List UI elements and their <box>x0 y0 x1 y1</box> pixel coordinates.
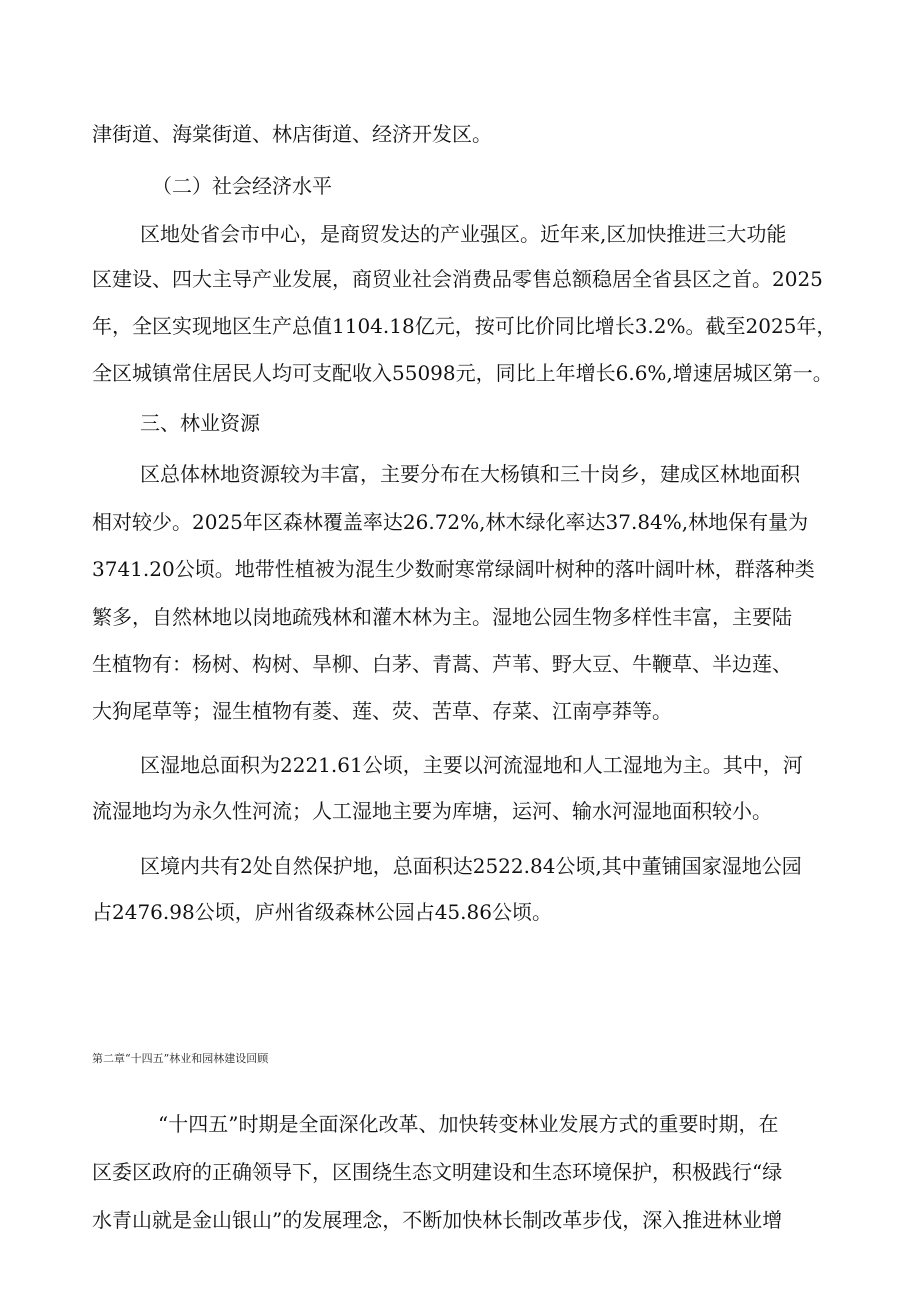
paragraph-line: 年，全区实现地区生产总值1104.18亿元，按可比价同比增长3.2%。截至2025年， <box>92 314 837 338</box>
paragraph-line: 相对较少。2025年区森林覆盖率达26.72%,林木绿化率达37.84%,林地保有量为 <box>92 510 809 534</box>
paragraph-line: 水青山就是金山银山”的发展理念，不断加快林长制改革步伐，深入推进林业增 <box>92 1208 783 1232</box>
paragraph-line: “十四五”时期是全面深化改革、加快转变林业发展方式的重要时期，在 <box>158 1112 779 1136</box>
paragraph-line: 区委区政府的正确领导下，区围绕生态文明建设和生态环境保护，积极践行“绿 <box>92 1160 783 1184</box>
paragraph-line: 区建设、四大主导产业发展，商贸业社会消费品零售总额稳居全省县区之首。2025 <box>92 267 823 291</box>
chapter-title: 第二章“十四五”林业和园林建设回顾 <box>92 1052 269 1065</box>
paragraph-line: 区地处省会市中心，是商贸发达的产业强区。近年来,区加快推进三大功能 <box>140 222 787 246</box>
paragraph-line: 区湿地总面积为2221.61公顷，主要以河流湿地和人工湿地为主。其中，河 <box>140 753 803 777</box>
paragraph-line: 流湿地均为永久性河流；人工湿地主要为库塘，运河、输水河湿地面积较小。 <box>92 799 772 823</box>
paragraph-line: 繁多，自然林地以岗地疏残林和灌木林为主。湿地公园生物多样性丰富，主要陆 <box>92 605 792 629</box>
paragraph-line: 区境内共有2处自然保护地，总面积达2522.84公顷,其中董铺国家湿地公园 <box>140 854 802 878</box>
paragraph-line: 大狗尾草等；湿生植物有菱、莲、荧、苦草、存菜、江南亭莽等。 <box>92 699 672 723</box>
paragraph-line: 占2476.98公顷，庐州省级森林公园占45.86公顷。 <box>92 900 552 924</box>
text-line: 津街道、海棠街道、林店街道、经济开发区。 <box>92 122 492 146</box>
paragraph-line: 3741.20公顷。地带性植被为混生少数耐寒常绿阔叶树种的落叶阔叶林，群落种类 <box>92 557 815 581</box>
paragraph-line: 区总体林地资源较为丰富，主要分布在大杨镇和三十岗乡，建成区林地面积 <box>140 462 800 486</box>
paragraph-line: 全区城镇常住居民人均可支配收入55098元，同比上年增长6.6%,增速居城区第一。 <box>92 361 833 385</box>
paragraph-line: 生植物有：杨树、构树、旱柳、白茅、青蒿、芦苇、野大豆、牛鞭草、半边莲、 <box>92 652 792 676</box>
section-heading: （二）社会经济水平 <box>152 174 332 198</box>
section-heading: 三、林业资源 <box>140 411 260 435</box>
